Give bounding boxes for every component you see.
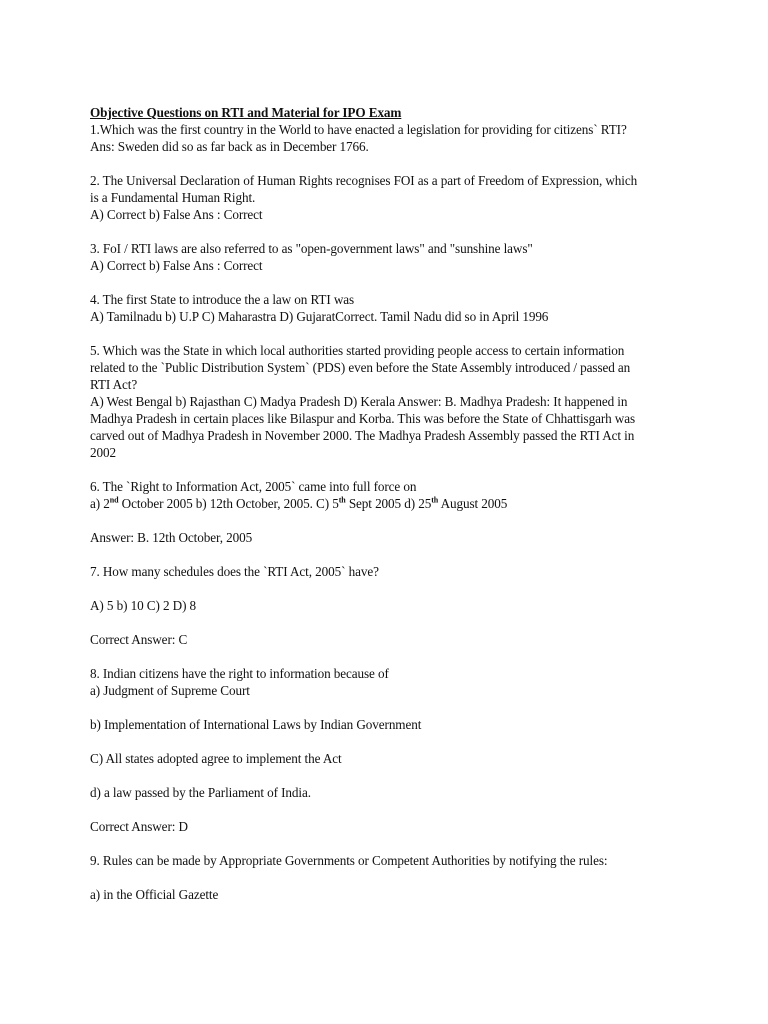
document-body <box>90 104 690 903</box>
question-text: 7. How many schedules does the `RTI Act, 2005` have? <box>90 564 379 579</box>
spacer <box>90 512 690 529</box>
question-text: 2. The Universal Declaration of Human Rights recognises FOI as a part of Freedom of Expression, which <box>90 173 638 188</box>
question-text: is a Fundamental Human Right. <box>90 190 256 205</box>
answer-text: Madhya Pradesh in certain places like Bilaspur and Korba. This was before the State of Chhattisgarh was <box>90 411 636 426</box>
answer-text: Answer: B. 12th October, 2005 <box>90 530 253 545</box>
spacer <box>90 869 690 886</box>
spacer <box>90 733 690 750</box>
spacer <box>90 767 690 784</box>
spacer <box>90 801 690 818</box>
question-2 <box>90 172 690 223</box>
answer-text: Correct Answer: C <box>90 632 188 647</box>
question-4 <box>90 291 690 325</box>
spacer <box>90 699 690 716</box>
question-text: 3. FoI / RTI laws are also referred to as "open-government laws" and "sunshine laws" <box>90 241 533 256</box>
spacer <box>90 546 690 563</box>
spacer <box>90 580 690 597</box>
ordinal-suffix: th <box>431 495 439 505</box>
question-6 <box>90 478 690 546</box>
question-text: 4. The first State to introduce the a law on RTI was <box>90 292 355 307</box>
answer-text: Correct Answer: D <box>90 819 188 834</box>
answer-text: A) Tamilnadu b) U.P C) Maharastra D) GujaratCorrect. Tamil Nadu did so in April 1996 <box>90 309 549 324</box>
option-cd-text: Sept 2005 d) 25 <box>345 496 432 511</box>
option-a: a) in the Official Gazette <box>90 887 219 902</box>
question-7 <box>90 563 690 648</box>
question-text: 5. Which was the State in which local authorities started providing people access to certain information <box>90 343 625 358</box>
option-d-text: August 2005 <box>438 496 508 511</box>
question-9 <box>90 852 690 903</box>
spacer <box>90 614 690 631</box>
options-text <box>90 495 690 512</box>
spacer <box>90 325 690 342</box>
question-text: related to the `Public Distribution System` (PDS) even before the State Assembly introduced / passed an <box>90 360 631 375</box>
question-text: 6. The `Right to Information Act, 2005` came into full force on <box>90 479 417 494</box>
spacer <box>90 274 690 291</box>
answer-text: A) West Bengal b) Rajasthan C) Madya Pradesh D) Kerala Answer: B. Madhya Pradesh: It happened in <box>90 394 628 409</box>
option-d: d) a law passed by the Parliament of India. <box>90 785 311 800</box>
question-1 <box>90 121 690 155</box>
option-a-text: a) 2 <box>90 496 110 511</box>
ordinal-suffix: th <box>338 495 346 505</box>
answer-text: A) Correct b) False Ans : Correct <box>90 207 263 222</box>
answer-text: Ans: Sweden did so as far back as in December 1766. <box>90 139 369 154</box>
question-text: RTI Act? <box>90 377 138 392</box>
spacer <box>90 835 690 852</box>
spacer <box>90 461 690 478</box>
question-5 <box>90 342 690 461</box>
answer-text: 2002 <box>90 445 116 460</box>
answer-text: A) Correct b) False Ans : Correct <box>90 258 263 273</box>
document-title: Objective Questions on RTI and Material for IPO Exam <box>90 105 402 120</box>
options-text: A) 5 b) 10 C) 2 D) 8 <box>90 598 197 613</box>
question-text: 1.Which was the first country in the World to have enacted a legislation for providing for citizens` RTI? <box>90 122 627 137</box>
spacer <box>90 155 690 172</box>
option-a: a) Judgment of Supreme Court <box>90 683 250 698</box>
option-c: C) All states adopted agree to implement the Act <box>90 751 342 766</box>
option-b: b) Implementation of International Laws by Indian Government <box>90 717 422 732</box>
answer-text: carved out of Madhya Pradesh in November 2000. The Madhya Pradesh Assembly passed the RTI Act in <box>90 428 635 443</box>
question-text: 9. Rules can be made by Appropriate Governments or Competent Authorities by notifying the rules: <box>90 853 608 868</box>
question-8 <box>90 665 690 835</box>
ordinal-suffix: nd <box>109 495 119 505</box>
question-text: 8. Indian citizens have the right to information because of <box>90 666 389 681</box>
question-3 <box>90 240 690 274</box>
option-bc-text: October 2005 b) 12th October, 2005. C) 5 <box>118 496 339 511</box>
spacer <box>90 648 690 665</box>
spacer <box>90 223 690 240</box>
